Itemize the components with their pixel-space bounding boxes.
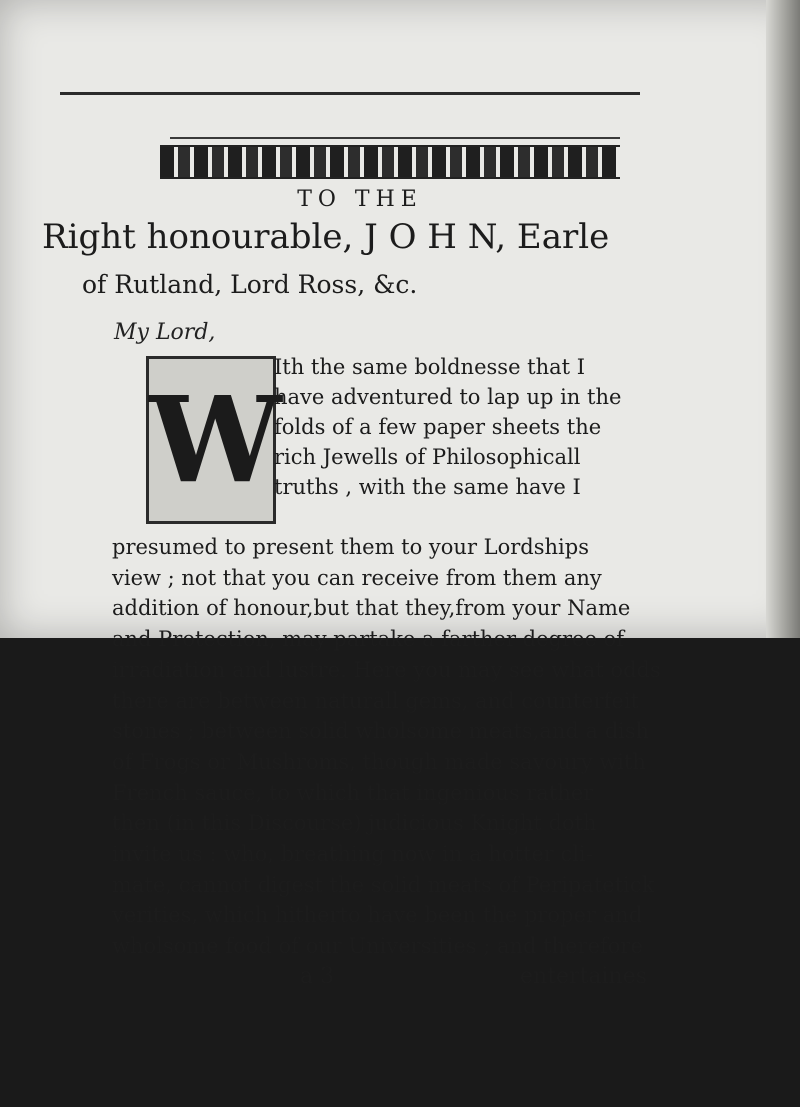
text-line: presumed to present them to your Lordships	[112, 535, 589, 559]
text-line: stones ; between solid wholsome meats,and a dish	[112, 719, 650, 744]
text-line: irradiation and lustre. Here you may see what odds	[112, 657, 661, 682]
top-rule	[60, 92, 640, 95]
text-line: wholsome food of our Universities ; and therefore	[112, 934, 643, 959]
body-paragraph	[112, 532, 782, 962]
text-line: there are between naturall gems, and counterfeit	[112, 688, 639, 713]
text-line: and Protection, may partake a farther degree of	[112, 627, 624, 652]
text-line: of Frogs or Mushroms, though made savoury with	[112, 749, 646, 774]
salutation: My Lord,	[114, 320, 216, 345]
text-line: folds of a few paper sheets the	[274, 415, 602, 439]
text-line: have adventured to lap up in the	[274, 385, 622, 409]
text-line: truths , with the same have I	[274, 475, 581, 499]
dedication-title-line2: of Rutland, Lord Ross, &c.	[82, 270, 418, 299]
ornament-band	[160, 145, 620, 179]
text-line: then (in this Discourse) judicious Knight doth	[112, 811, 597, 836]
text-line: French sauce, to which that ingenious rather	[112, 780, 594, 805]
dropcap-letter: W	[149, 370, 282, 509]
text-line: verities, which hitherto have been the proper and	[112, 903, 643, 928]
text-line: mate, cannot digest the solid meats of Peripatetick	[112, 872, 655, 897]
page-footer	[280, 964, 760, 994]
heading-to-the: TO THE	[297, 187, 423, 212]
dedication-title-line1: Right honourable, J O H N, Earle	[42, 217, 610, 257]
catchword: entertaines	[520, 964, 648, 989]
text-line: Ith the same boldnesse that I	[274, 355, 586, 379]
first-paragraph-block	[274, 352, 774, 502]
text-line: invite us : who, breathing now in a hotter cli-	[112, 842, 593, 867]
text-line: rich Jewells of Philosophicall	[274, 445, 581, 469]
text-line: addition of honour,but that they,from your Name	[112, 596, 631, 621]
dropcap-initial	[146, 356, 282, 524]
headpiece-rule	[170, 137, 620, 139]
text-line: view ; not that you can receive from them any	[112, 565, 602, 590]
signature-mark: a 3	[300, 964, 335, 989]
